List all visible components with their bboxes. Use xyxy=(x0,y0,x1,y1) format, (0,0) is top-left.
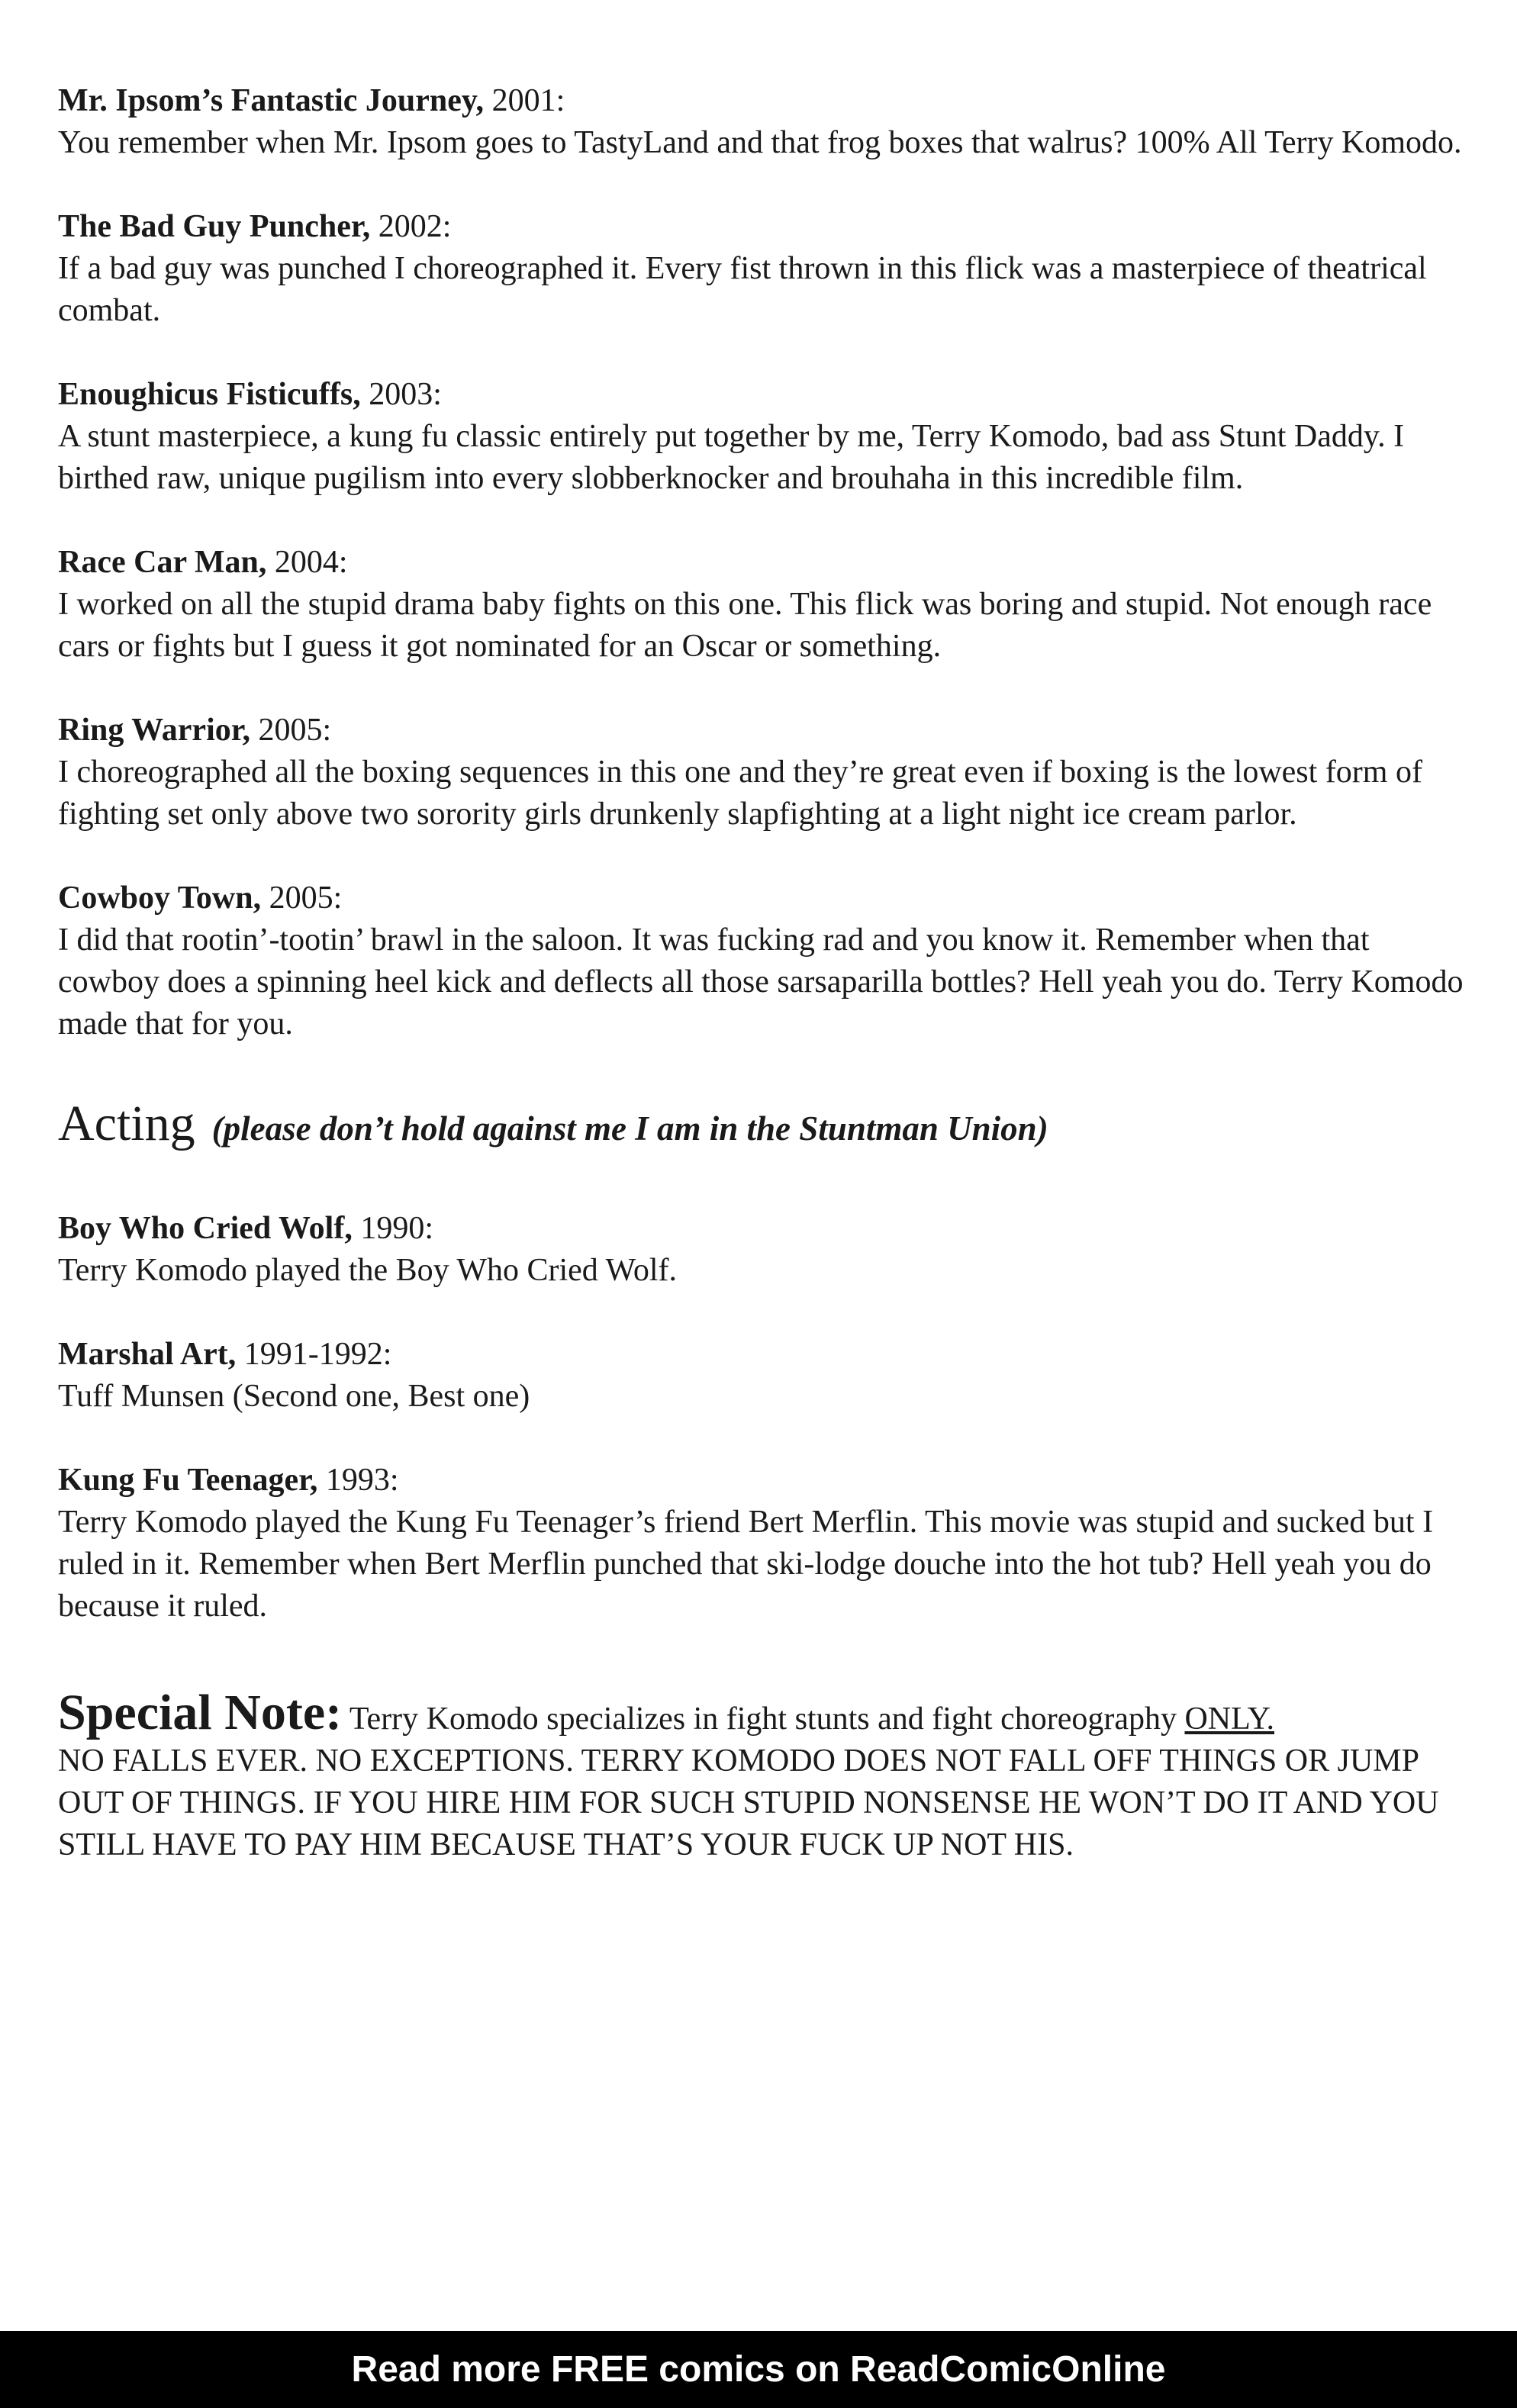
credit-title: Cowboy Town, xyxy=(58,880,262,916)
acting-section-heading xyxy=(58,1097,1470,1164)
credit-year: 2003: xyxy=(360,377,442,412)
acting-entry-description: Terry Komodo played the Boy Who Cried Wolf. xyxy=(58,1253,677,1288)
special-note-emphasis: ONLY. xyxy=(1184,1701,1274,1737)
credit-entry xyxy=(58,710,1470,835)
acting-entry-title: Kung Fu Teenager, xyxy=(58,1463,318,1498)
credit-entry xyxy=(58,374,1470,500)
credit-entry xyxy=(58,542,1470,668)
acting-entry-title: Marshal Art, xyxy=(58,1337,237,1372)
credit-description: I did that rootin’-tootin’ brawl in the saloon. It was fucking rad and you know it. Remember when that cowboy does a spinning heel kick and deflects all those sarsaparilla bottles? Hell yeah you do. Terry Komodo made that for you. xyxy=(58,922,1464,1041)
credit-heading xyxy=(58,542,1470,584)
credit-heading xyxy=(58,877,1470,919)
credit-entry xyxy=(58,206,1470,332)
credit-heading xyxy=(58,374,1470,416)
credit-description: I worked on all the stupid drama baby fights on this one. This flick was boring and stupid. Not enough race cars or fights but I guess it got nominated for an Oscar or something. xyxy=(58,587,1432,664)
credit-title: The Bad Guy Puncher, xyxy=(58,209,371,244)
credit-description: You remember when Mr. Ipsom goes to TastyLand and that frog boxes that walrus? 100% All Terry Komodo. xyxy=(58,125,1462,160)
credit-year: 2004: xyxy=(266,545,348,580)
credit-heading xyxy=(58,206,1470,248)
section-spacer xyxy=(58,1045,1470,1097)
credit-description: A stunt masterpiece, a kung fu classic entirely put together by me, Terry Komodo, bad ass Stunt Daddy. I birthed raw, unique pugilism into every slobberknocker and brouhaha in this incredible film. xyxy=(58,419,1405,496)
special-note-caps: NO FALLS EVER. NO EXCEPTIONS. TERRY KOMODO DOES NOT FALL OFF THINGS OR JUMP OUT OF THINGS. IF YOU HIRE HIM FOR SUCH STUPID NONSENSE HE WON’T DO IT AND YOU STILL HAVE TO PAY HIM BECAUSE THAT’S YOUR FUCK UP NOT HIS. xyxy=(58,1743,1439,1862)
special-note-text: Terry Komodo specializes in fight stunts and fight choreography xyxy=(342,1701,1185,1737)
acting-entry-year: 1993: xyxy=(317,1463,399,1498)
promo-footer-text[interactable]: Read more FREE comics on ReadComicOnline xyxy=(351,2349,1166,2390)
section-spacer xyxy=(58,1627,1470,1690)
special-note-lead: Special Note: xyxy=(58,1685,343,1740)
credit-title: Race Car Man, xyxy=(58,545,267,580)
acting-subtitle: (please don’t hold against me I am in the Stuntman Union) xyxy=(211,1109,1048,1148)
special-note xyxy=(58,1685,1470,1866)
acting-heading xyxy=(58,1208,1470,1250)
credit-year: 2005: xyxy=(261,880,343,916)
credit-year: 2001: xyxy=(484,83,565,118)
acting-heading xyxy=(58,1460,1470,1502)
credit-heading xyxy=(58,710,1470,752)
acting-entry xyxy=(58,1208,1470,1292)
acting-entry-description: Terry Komodo played the Kung Fu Teenager’s friend Bert Merflin. This movie was stupid and sucked but I ruled in it. Remember when Bert Merflin punched that ski-lodge douche into the hot tub? Hell yeah you do because it ruled. xyxy=(58,1505,1434,1624)
acting-entry-year: 1991-1992: xyxy=(236,1337,392,1372)
credit-year: 2002: xyxy=(370,209,452,244)
acting-entry-title: Boy Who Cried Wolf, xyxy=(58,1211,353,1246)
credit-year: 2005: xyxy=(250,713,332,748)
credit-entry xyxy=(58,80,1470,164)
credit-title: Mr. Ipsom’s Fantastic Journey, xyxy=(58,83,485,118)
credit-heading xyxy=(58,80,1470,122)
credit-entry xyxy=(58,877,1470,1045)
credit-title: Ring Warrior, xyxy=(58,713,251,748)
acting-entry xyxy=(58,1460,1470,1627)
acting-heading xyxy=(58,1334,1470,1376)
acting-entry-description: Tuff Munsen (Second one, Best one) xyxy=(58,1379,530,1414)
credit-description: If a bad guy was punched I choreographed it. Every fist thrown in this flick was a masterpiece of theatrical combat. xyxy=(58,251,1427,328)
acting-entry-year: 1990: xyxy=(352,1211,434,1246)
acting-title: Acting xyxy=(58,1096,195,1151)
promo-footer-banner[interactable] xyxy=(0,2331,1517,2408)
resume-page xyxy=(58,80,1470,1866)
credit-title: Enoughicus Fisticuffs, xyxy=(58,377,361,412)
acting-entry xyxy=(58,1334,1470,1418)
credit-description: I choreographed all the boxing sequences in this one and they’re great even if boxing is the lowest form of fighting set only above two sorority girls drunkenly slapfighting at a light night ice cream parlor. xyxy=(58,755,1422,832)
